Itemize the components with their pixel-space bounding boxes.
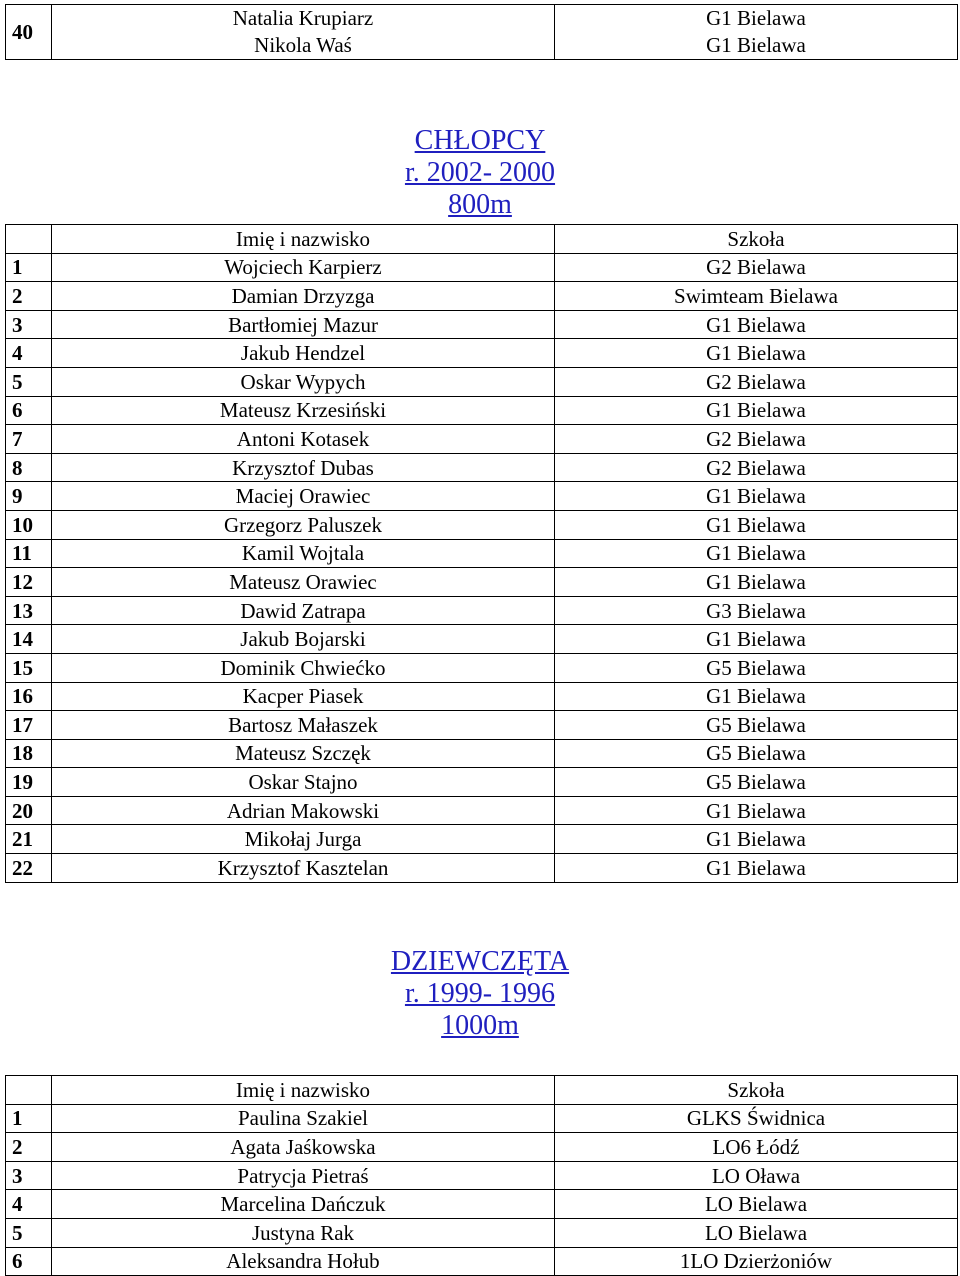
distance: 1000m (441, 1010, 519, 1041)
school-name: LO Bielawa (555, 1218, 958, 1247)
boys-section-heading (0, 125, 960, 221)
participant-name: Maciej Orawiec (52, 482, 555, 511)
place-number: 40 (6, 5, 52, 60)
school-name: G1 Bielawa (555, 825, 958, 854)
table-row (6, 5, 958, 60)
school-name: 1LO Dzierżoniów (555, 1247, 958, 1276)
school-name: LO6 Łódź (555, 1133, 958, 1162)
school-name: G2 Bielawa (555, 367, 958, 396)
table-row (6, 796, 958, 825)
table-row (6, 653, 958, 682)
participant-name: Justyna Rak (52, 1218, 555, 1247)
table-row (6, 825, 958, 854)
table-row (6, 711, 958, 740)
school-name: LO Bielawa (555, 1190, 958, 1219)
top-results-table (5, 4, 958, 60)
participant-name: Jakub Hendzel (52, 339, 555, 368)
participant-name: Bartłomiej Mazur (52, 310, 555, 339)
school-name: G5 Bielawa (555, 739, 958, 768)
place-number: 7 (6, 425, 52, 454)
school-name: G1 Bielawa (555, 482, 958, 511)
school-name: G1 Bielawa (555, 625, 958, 654)
place-number: 13 (6, 596, 52, 625)
place-number: 3 (6, 1161, 52, 1190)
school-name: G5 Bielawa (555, 768, 958, 797)
table-row (6, 1190, 958, 1219)
table-row (6, 510, 958, 539)
distance: 800m (448, 189, 512, 220)
place-number: 11 (6, 539, 52, 568)
participant-name: Agata Jaśkowska (52, 1133, 555, 1162)
participant-name: Wojciech Karpierz (52, 253, 555, 282)
girls-section-heading (0, 946, 960, 1042)
table-row (6, 253, 958, 282)
place-number: 21 (6, 825, 52, 854)
place-number: 8 (6, 453, 52, 482)
school-name: G2 Bielawa (555, 253, 958, 282)
school-name: G1 Bielawa (555, 339, 958, 368)
participant-name: Grzegorz Paluszek (52, 510, 555, 539)
table-header-row (6, 1076, 958, 1105)
participant-name: Mateusz Orawiec (52, 568, 555, 597)
school-name: LO Oława (555, 1161, 958, 1190)
school-name: GLKS Świdnica (555, 1104, 958, 1133)
birth-years: r. 1999- 1996 (404, 978, 556, 1009)
participant-name: Krzysztof Dubas (52, 453, 555, 482)
place-number: 18 (6, 739, 52, 768)
school-name: G1 Bielawa (555, 396, 958, 425)
place-number: 1 (6, 253, 52, 282)
table-row (6, 367, 958, 396)
table-row (6, 310, 958, 339)
school-name: G1 Bielawa (555, 796, 958, 825)
school-name: G1 Bielawa (555, 310, 958, 339)
school-name: G1 Bielawa (706, 33, 806, 57)
table-row (6, 682, 958, 711)
table-row (6, 396, 958, 425)
school-name: G1 Bielawa (706, 6, 806, 30)
school-name: G3 Bielawa (555, 596, 958, 625)
participant-name: Aleksandra Hołub (52, 1247, 555, 1276)
table-row (6, 739, 958, 768)
table-row (6, 1161, 958, 1190)
place-number: 2 (6, 1133, 52, 1162)
participant-name: Antoni Kotasek (52, 425, 555, 454)
participant-name: Paulina Szakiel (52, 1104, 555, 1133)
school-name: G1 Bielawa (555, 854, 958, 883)
participant-name: Mikołaj Jurga (52, 825, 555, 854)
participant-name: Jakub Bojarski (52, 625, 555, 654)
place-number: 15 (6, 653, 52, 682)
school-name: G1 Bielawa (555, 682, 958, 711)
table-row (6, 453, 958, 482)
participant-name: Marcelina Dańczuk (52, 1190, 555, 1219)
place-number: 12 (6, 568, 52, 597)
participant-name: Dominik Chwiećko (52, 653, 555, 682)
place-number: 10 (6, 510, 52, 539)
place-number: 17 (6, 711, 52, 740)
school-name: G2 Bielawa (555, 425, 958, 454)
place-number: 22 (6, 854, 52, 883)
column-header-name: Imię i nazwisko (52, 1076, 555, 1105)
place-number: 3 (6, 310, 52, 339)
table-row (6, 339, 958, 368)
place-number: 9 (6, 482, 52, 511)
participant-name: Damian Drzyzga (52, 282, 555, 311)
table-row (6, 596, 958, 625)
school-name: G1 Bielawa (555, 510, 958, 539)
birth-years: r. 2002- 2000 (404, 157, 556, 188)
participant-name: Nikola Waś (254, 33, 352, 57)
table-row (6, 568, 958, 597)
place-number: 1 (6, 1104, 52, 1133)
school-name: G1 Bielawa (555, 568, 958, 597)
table-row (6, 1218, 958, 1247)
participant-name: Bartosz Małaszek (52, 711, 555, 740)
table-header-row (6, 225, 958, 254)
section-title: DZIEWCZĘTA (390, 946, 570, 977)
table-row (6, 282, 958, 311)
column-header-number (6, 225, 52, 254)
table-row (6, 1247, 958, 1276)
place-number: 16 (6, 682, 52, 711)
place-number: 2 (6, 282, 52, 311)
place-number: 4 (6, 1190, 52, 1219)
participant-name: Kacper Piasek (52, 682, 555, 711)
participant-name: Krzysztof Kasztelan (52, 854, 555, 883)
column-header-school: Szkoła (555, 225, 958, 254)
place-number: 6 (6, 396, 52, 425)
school-name: G2 Bielawa (555, 453, 958, 482)
school-name: G5 Bielawa (555, 653, 958, 682)
column-header-school: Szkoła (555, 1076, 958, 1105)
participant-name: Natalia Krupiarz (232, 6, 374, 30)
participant-name: Oskar Wypych (52, 367, 555, 396)
name-cell (52, 5, 555, 60)
table-row (6, 625, 958, 654)
place-number: 5 (6, 1218, 52, 1247)
column-header-name: Imię i nazwisko (52, 225, 555, 254)
participant-name: Patrycja Pietraś (52, 1161, 555, 1190)
school-cell (555, 5, 958, 60)
boys-results-table (5, 224, 958, 883)
table-row (6, 1133, 958, 1162)
section-title: CHŁOPCY (414, 125, 546, 156)
table-row (6, 425, 958, 454)
girls-results-table (5, 1075, 958, 1276)
table-row (6, 1104, 958, 1133)
school-name: Swimteam Bielawa (555, 282, 958, 311)
place-number: 5 (6, 367, 52, 396)
table-row (6, 539, 958, 568)
participant-name: Adrian Makowski (52, 796, 555, 825)
table-row (6, 768, 958, 797)
participant-name: Kamil Wojtala (52, 539, 555, 568)
participant-name: Mateusz Szczęk (52, 739, 555, 768)
table-row (6, 854, 958, 883)
column-header-number (6, 1076, 52, 1105)
school-name: G5 Bielawa (555, 711, 958, 740)
place-number: 6 (6, 1247, 52, 1276)
place-number: 14 (6, 625, 52, 654)
place-number: 19 (6, 768, 52, 797)
school-name: G1 Bielawa (555, 539, 958, 568)
place-number: 4 (6, 339, 52, 368)
place-number: 20 (6, 796, 52, 825)
participant-name: Dawid Zatrapa (52, 596, 555, 625)
participant-name: Mateusz Krzesiński (52, 396, 555, 425)
participant-name: Oskar Stajno (52, 768, 555, 797)
table-row (6, 482, 958, 511)
